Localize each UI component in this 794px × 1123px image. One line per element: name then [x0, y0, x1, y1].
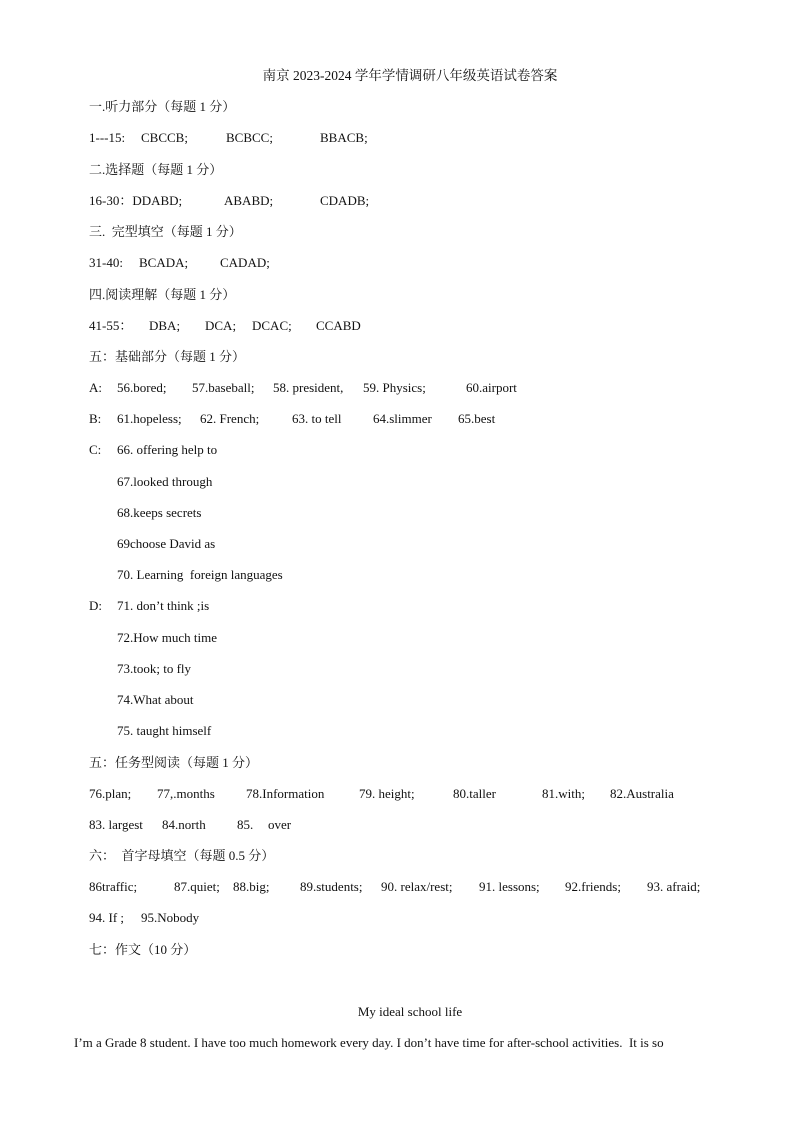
answer-item: 92.friends; [565, 879, 621, 894]
answer-item: 64.slimmer [373, 411, 432, 426]
answer-item: 85. [237, 817, 254, 832]
section-heading-choice: 二.选择题（每题 1 分） [89, 162, 223, 177]
basics-b-row [0, 411, 794, 427]
answer-item: 83. largest [89, 817, 143, 832]
reading-answers-row [0, 318, 794, 334]
answer-item: 94. If ; [89, 910, 125, 925]
answer-item: 88.big; [233, 879, 270, 894]
listening-answers-row [0, 130, 794, 146]
section-heading-listening: 一.听力部分（每题 1 分） [89, 99, 236, 114]
answer-item: 66. offering help to [117, 442, 218, 457]
answer-item: 61.hopeless; [117, 411, 182, 426]
answer-group: DCAC; [252, 318, 292, 333]
answer-item: 68.keeps secrets [117, 505, 202, 520]
answer-group: CBCCB; [141, 130, 188, 145]
answer-group: BCBCC; [226, 130, 273, 145]
answer-item: 58. president, [273, 380, 344, 395]
section-heading-initial-letter: 六： 首字母填空（每题 0.5 分） [89, 848, 275, 863]
initial-letter-row-2 [0, 910, 794, 926]
answer-item: 76.plan; [89, 786, 132, 801]
initial-letter-row-1 [0, 879, 794, 895]
part-label: A: [89, 380, 102, 395]
answer-group: BCADA; [139, 255, 189, 270]
answer-item: 87.quiet; [174, 879, 220, 894]
answer-item: 93. afraid; [647, 879, 701, 894]
choice-answers-row [0, 193, 794, 209]
answer-item: 71. don’t think ;is [117, 598, 210, 613]
answer-item: 62. French; [200, 411, 260, 426]
answer-group: CADAD; [220, 255, 270, 270]
answer-group: 16-30：DDABD; [89, 193, 183, 208]
part-label: D: [89, 598, 102, 613]
section-heading-task-reading: 五：任务型阅读（每题 1 分） [89, 755, 259, 770]
answer-item: 69choose David as [117, 536, 216, 551]
answer-item: 56.bored; [117, 380, 167, 395]
essay-text: I’m a Grade 8 student. I have too much homework every day. I don’t have time for after-school activities. It is so [74, 1035, 664, 1050]
answer-item: 73.took; to fly [117, 661, 192, 676]
answer-group: ABABD; [224, 193, 274, 208]
answer-group: CDADB; [320, 193, 370, 208]
answer-item: 82.Australia [610, 786, 674, 801]
answer-item: 89.students; [300, 879, 363, 894]
answer-item: 70. Learning foreign languages [117, 567, 283, 582]
answer-item: 86traffic; [89, 879, 138, 894]
answer-item: 60.airport [466, 380, 517, 395]
answer-group: DBA; [149, 318, 181, 333]
answer-item: 80.taller [453, 786, 496, 801]
answer-group: CCABD [316, 318, 361, 333]
answer-range: 31-40: [89, 255, 123, 270]
task-reading-row-2 [0, 817, 794, 833]
section-heading-cloze: 三. 完型填空（每题 1 分） [89, 224, 242, 239]
answer-item: 74.What about [117, 692, 194, 707]
essay-title: My ideal school life [357, 1004, 463, 1019]
answer-item: 90. relax/rest; [381, 879, 453, 894]
answer-item: 84.north [162, 817, 206, 832]
answer-group: DCA; [205, 318, 237, 333]
answer-item: 59. Physics; [363, 380, 426, 395]
section-heading-composition: 七：作文（10 分） [89, 942, 197, 957]
answer-item: over [268, 817, 292, 832]
answer-item: 77,.months [157, 786, 215, 801]
answer-item: 75. taught himself [117, 723, 212, 738]
answer-item: 78.Information [246, 786, 325, 801]
basics-a-row [0, 380, 794, 396]
answer-item: 95.Nobody [141, 910, 200, 925]
answer-range: 1---15: [89, 130, 126, 145]
answer-range: 41-55： [89, 318, 133, 333]
answer-item: 79. height; [359, 786, 415, 801]
answer-group: BBACB; [320, 130, 368, 145]
answer-item: 67.looked through [117, 474, 213, 489]
answer-item: 63. to tell [292, 411, 342, 426]
answer-item: 81.with; [542, 786, 585, 801]
section-heading-reading: 四.阅读理解（每题 1 分） [89, 287, 236, 302]
answer-item: 72.How much time [117, 630, 218, 645]
answer-item: 91. lessons; [479, 879, 540, 894]
document-title: 南京 2023-2024 学年学情调研八年级英语试卷答案 [262, 68, 558, 83]
part-label: C: [89, 442, 102, 457]
answer-item: 57.baseball; [192, 380, 255, 395]
answer-item: 65.best [458, 411, 496, 426]
part-label: B: [89, 411, 102, 426]
task-reading-row-1 [0, 786, 794, 802]
cloze-answers-row [0, 255, 794, 271]
section-heading-basics: 五：基础部分（每题 1 分） [89, 349, 246, 364]
